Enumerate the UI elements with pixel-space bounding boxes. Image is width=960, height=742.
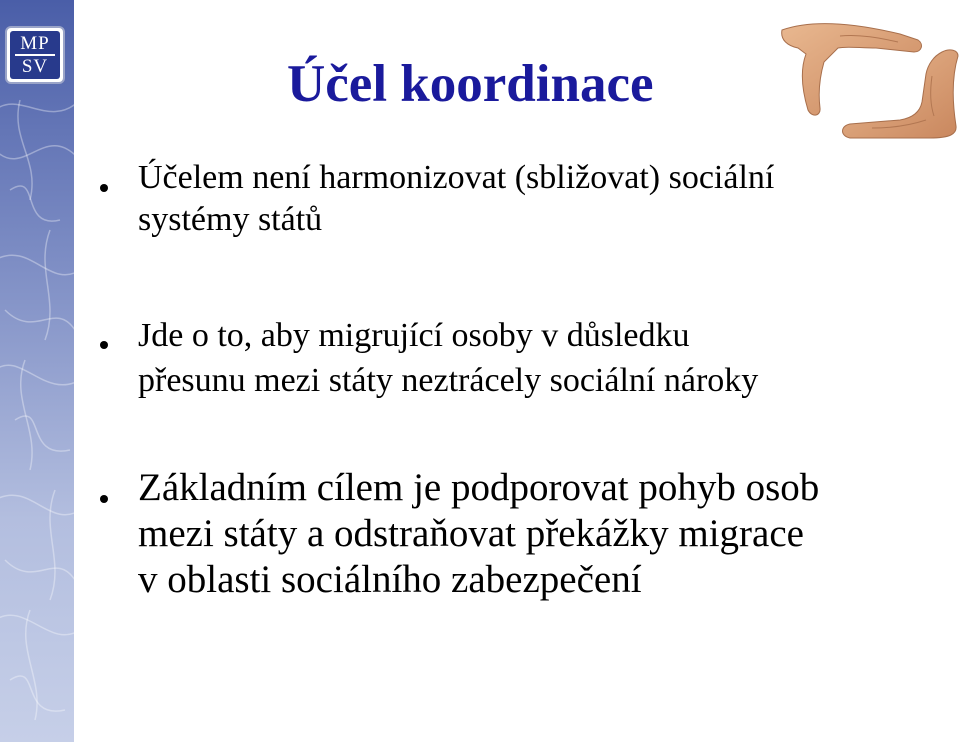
mpsv-logo	[5, 26, 65, 84]
bullet-line: přesunu mezi státy neztrácely sociální nároky	[138, 362, 759, 399]
logo-text-top: MP	[20, 33, 50, 54]
logo-inner	[10, 31, 60, 79]
bullet-dot	[100, 495, 108, 503]
bullet-line: mezi státy a odstraňovat překážky migrace	[138, 512, 804, 555]
bullet-line: v oblasti sociálního zabezpečení	[138, 558, 642, 601]
bullet-line: Účelem není harmonizovat (sbližovat) sociální	[138, 159, 775, 196]
sidebar-decoration	[0, 0, 74, 742]
slide-title: Účel koordinace	[287, 55, 654, 113]
bullet-line: Základním cílem je podporovat pohyb osob	[138, 466, 820, 509]
sidebar-pattern	[0, 0, 74, 742]
bullet-dot	[100, 184, 108, 192]
hands-frame-image	[780, 16, 960, 140]
bullet-dot	[100, 341, 108, 349]
bullet-line: Jde o to, aby migrující osoby v důsledku	[138, 317, 690, 354]
bullet-line: systémy států	[138, 201, 323, 238]
bullet-text	[138, 465, 819, 603]
bullet-text	[138, 157, 774, 241]
bullet-text	[138, 313, 758, 403]
logo-text-bottom: SV	[21, 56, 49, 77]
